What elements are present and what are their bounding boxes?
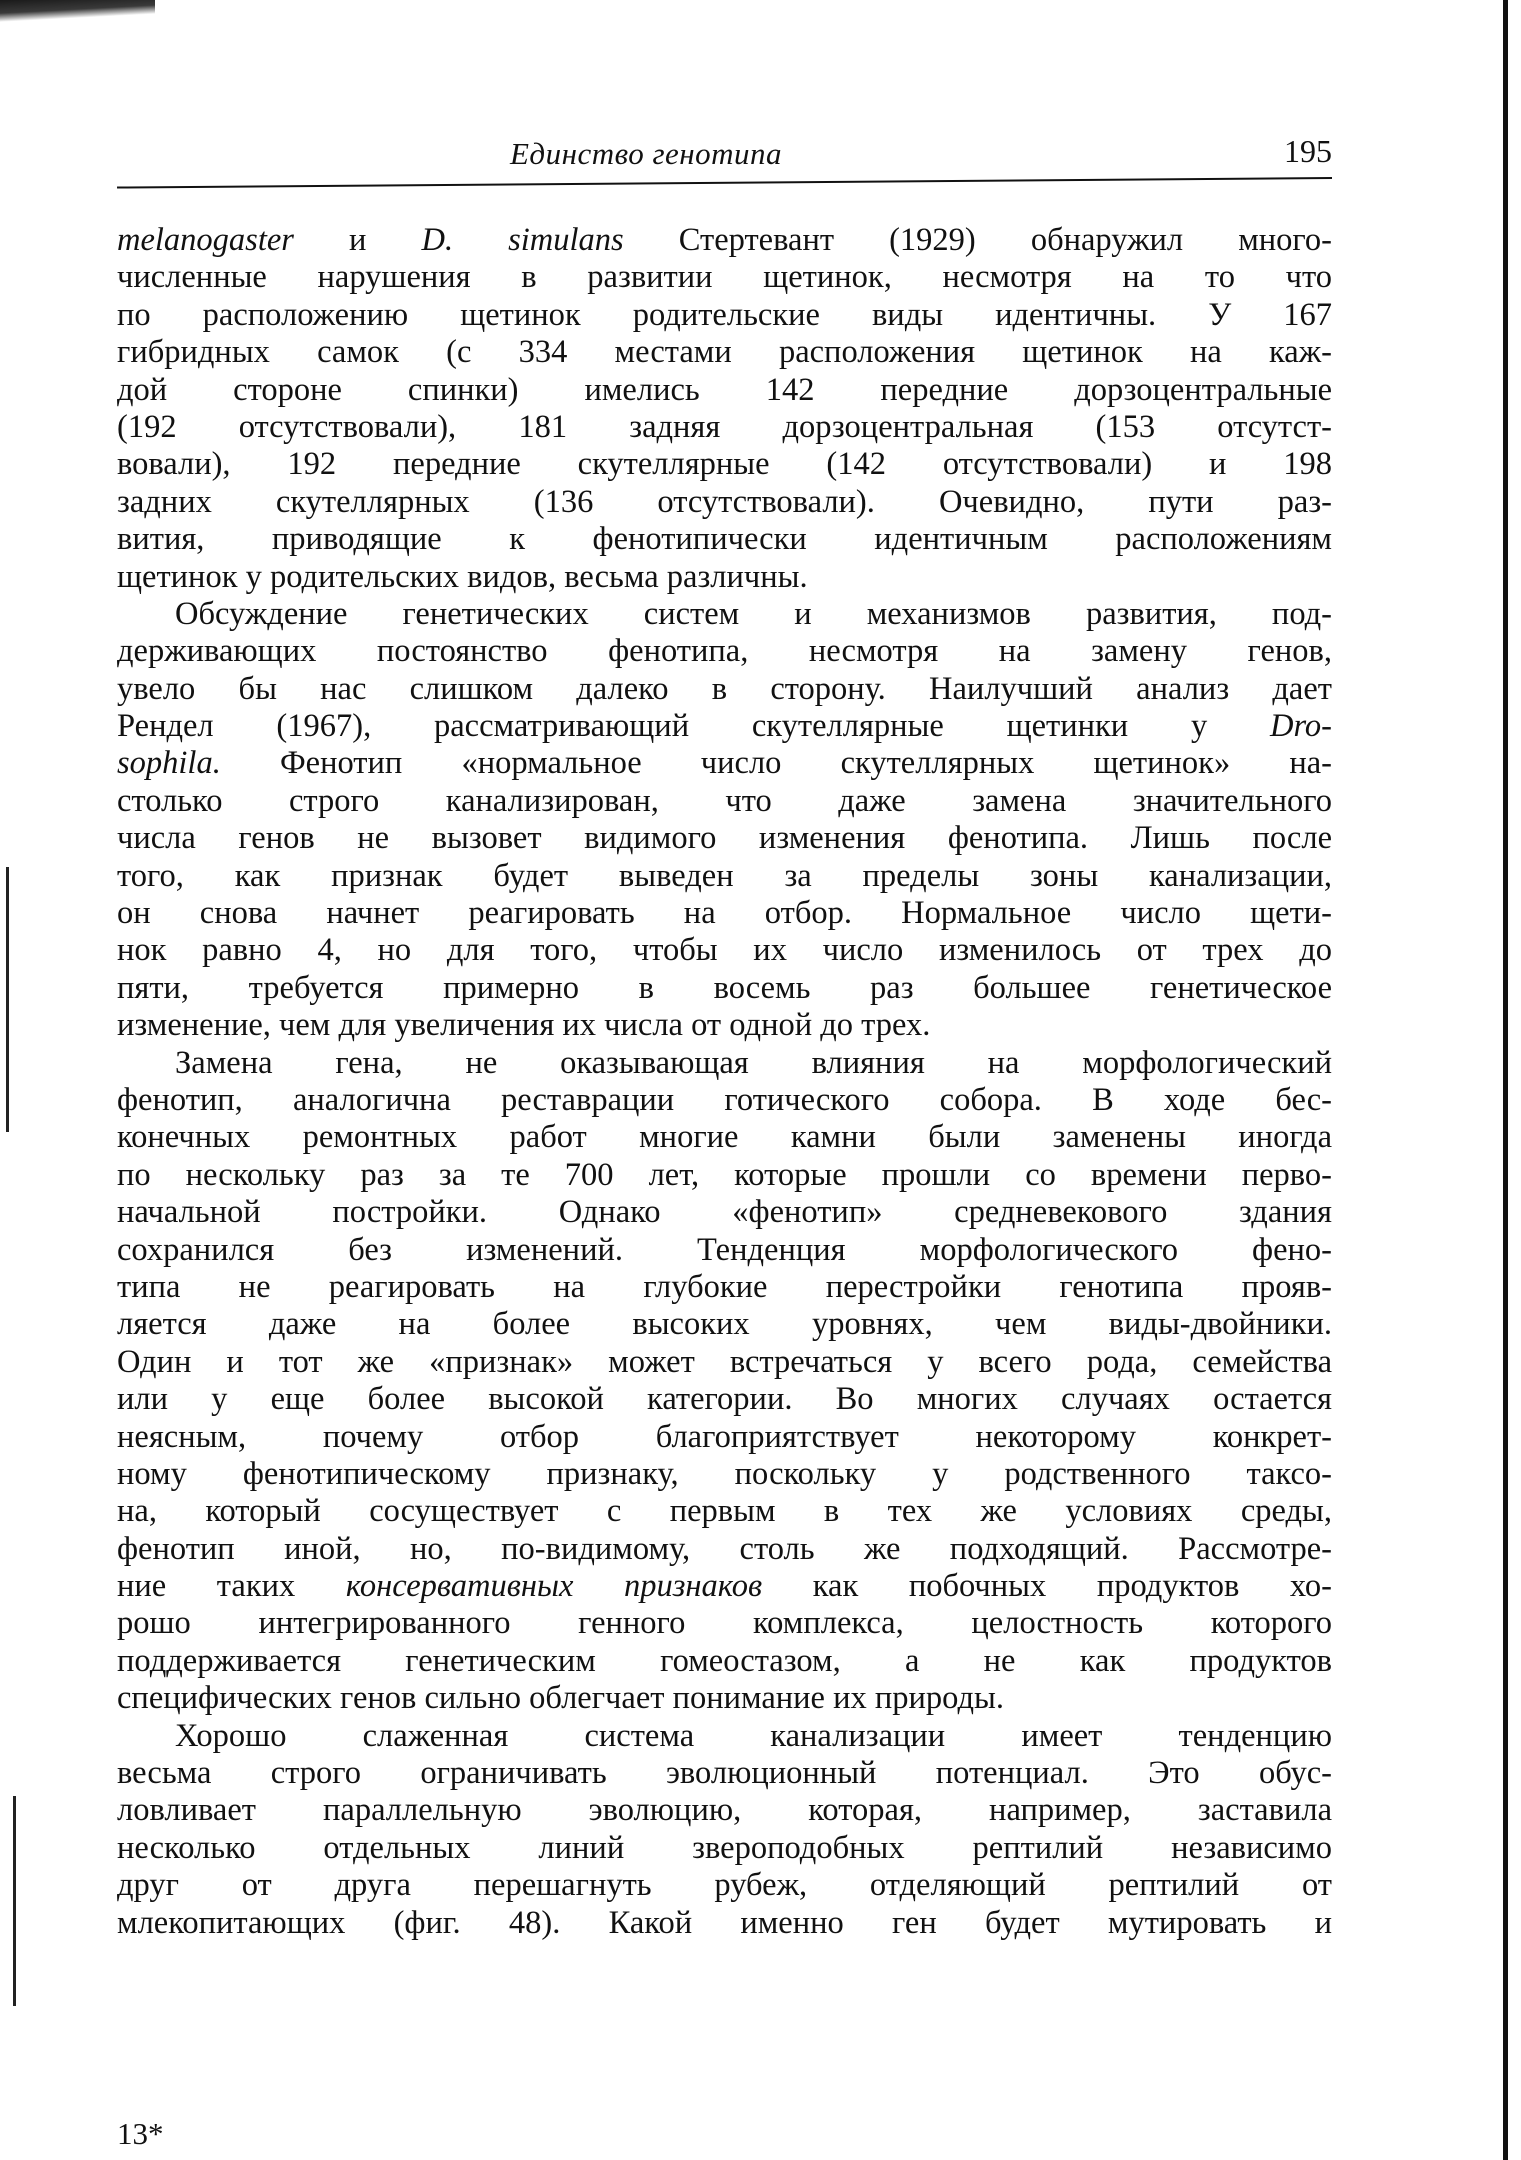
running-head bbox=[117, 133, 1332, 177]
text-run: пяти, требуется примерно в восемь раз большее генетическое bbox=[117, 969, 1332, 1006]
text-run: Замена гена, не оказывающая влияния на морфологический bbox=[175, 1044, 1332, 1081]
text-run: Фенотип «нормальное число скутеллярных щетинок» на- bbox=[220, 745, 1332, 782]
text-run: несколько отдельных линий звероподобных рептилий независимо bbox=[117, 1829, 1332, 1866]
text-line bbox=[117, 1157, 1332, 1194]
text-run: гибридных самок (с 334 местами расположения щетинок на каж- bbox=[117, 334, 1332, 371]
text-run: фенотип, аналогична реставрации готического собора. В ходе бес- bbox=[117, 1081, 1332, 1118]
text-run: того, как признак будет выведен за пределы зоны канализации, bbox=[117, 857, 1332, 894]
text-run: поддерживается генетическим гомеостазом, а не как продуктов bbox=[117, 1642, 1332, 1679]
text-line bbox=[117, 1007, 1332, 1044]
text-run: численные нарушения в развитии щетинок, несмотря на то что bbox=[117, 259, 1332, 296]
text-run: друг от друга перешагнуть рубеж, отделяющий рептилий от bbox=[117, 1867, 1332, 1904]
text-line bbox=[117, 820, 1332, 857]
text-run: задних скутеллярных (136 отсутствовали). Очевидно, пути раз- bbox=[117, 483, 1332, 520]
text-run: увело бы нас слишком далеко в сторону. Наилучший анализ дает bbox=[117, 670, 1332, 707]
text-run: неясным, почему отбор благоприятствует некоторому конкрет- bbox=[117, 1418, 1332, 1455]
paragraph bbox=[117, 222, 1332, 596]
text-run: весьма строго ограничивать эволюционный потенциал. Это обус- bbox=[117, 1755, 1332, 1792]
text-run: держивающих постоянство фенотипа, несмотря на замену генов, bbox=[117, 633, 1332, 670]
text-run: ляется даже на более высоких уровнях, чем виды-двойники. bbox=[117, 1306, 1332, 1343]
text-line bbox=[117, 745, 1332, 782]
italic-text: sophila. bbox=[117, 745, 221, 782]
scan-page-edge bbox=[1503, 0, 1508, 2160]
text-run: вовали), 192 передние скутеллярные (142 отсутствовали) и 198 bbox=[117, 446, 1332, 483]
text-line bbox=[117, 484, 1332, 521]
text-line bbox=[117, 1755, 1332, 1792]
margin-mark bbox=[13, 1796, 16, 2006]
text-run: ному фенотипическому признаку, поскольку у родственного таксо- bbox=[117, 1455, 1332, 1492]
text-line bbox=[117, 1344, 1332, 1381]
paragraph bbox=[117, 1045, 1332, 1718]
text-line bbox=[117, 1082, 1332, 1119]
text-run: ние таких bbox=[117, 1568, 346, 1605]
text-line bbox=[117, 1232, 1332, 1269]
text-line bbox=[117, 222, 1332, 259]
text-line bbox=[117, 521, 1332, 558]
text-line bbox=[117, 1680, 1332, 1717]
text-run: начальной постройки. Однако «фенотип» средневекового здания bbox=[117, 1194, 1332, 1231]
text-run: числа генов не вызовет видимого изменения фенотипа. Лишь после bbox=[117, 820, 1332, 857]
text-line bbox=[117, 1119, 1332, 1156]
text-run: ловливает параллельную эволюцию, которая, например, заставила bbox=[117, 1792, 1332, 1829]
running-head-title: Единство генотипа bbox=[510, 136, 783, 171]
text-line bbox=[117, 895, 1332, 932]
text-line bbox=[117, 1718, 1332, 1755]
text-run: Стертевант (1929) обнаружил много- bbox=[623, 222, 1333, 258]
paragraph bbox=[117, 1718, 1332, 1942]
text-run: по расположению щетинок родительские виды идентичны. У 167 bbox=[117, 296, 1332, 333]
text-run: рошо интегрированного генного комплекса, целостность которого bbox=[117, 1605, 1332, 1642]
text-line bbox=[117, 1867, 1332, 1904]
text-run: и bbox=[293, 222, 422, 258]
text-run: Обсуждение генетических систем и механизмов развития, под- bbox=[175, 595, 1332, 632]
text-run: Рендел (1967), рассматривающий скутеллярные щетинки у bbox=[117, 708, 1270, 745]
text-run: млекопитающих (фиг. 48). Какой именно ген будет мутировать и bbox=[117, 1904, 1332, 1941]
text-run: как побочных продуктов хо- bbox=[762, 1568, 1332, 1605]
text-line bbox=[117, 633, 1332, 670]
text-line bbox=[117, 970, 1332, 1007]
text-line bbox=[117, 1531, 1332, 1568]
text-line bbox=[117, 1493, 1332, 1530]
paragraph bbox=[117, 596, 1332, 1045]
text-run: Один и тот же «признак» может встречаться у всего рода, семейства bbox=[117, 1343, 1332, 1380]
text-run: фенотип иной, но, по-видимому, столь же подходящий. Рассмотре- bbox=[117, 1530, 1332, 1567]
text-line bbox=[117, 1792, 1332, 1829]
text-run: или у еще более высокой категории. Во многих случаях остается bbox=[117, 1381, 1332, 1418]
text-line bbox=[117, 708, 1332, 745]
text-run: Хорошо слаженная система канализации имеет тенденцию bbox=[175, 1717, 1332, 1754]
header-rule bbox=[117, 177, 1332, 189]
italic-text: консервативных признаков bbox=[345, 1568, 763, 1605]
text-line bbox=[117, 259, 1332, 296]
text-run: специфических генов сильно облегчает понимание их природы. bbox=[117, 1680, 1004, 1717]
text-line bbox=[117, 596, 1332, 633]
italic-text: melanogaster bbox=[117, 222, 294, 258]
page-number: 195 bbox=[1284, 133, 1332, 169]
text-line bbox=[117, 1306, 1332, 1343]
text-line bbox=[117, 1456, 1332, 1493]
text-line bbox=[117, 1419, 1332, 1456]
scan-smudge bbox=[0, 0, 155, 22]
text-line bbox=[117, 1830, 1332, 1867]
body-text bbox=[117, 222, 1332, 1942]
margin-mark bbox=[6, 867, 9, 1132]
text-line bbox=[117, 409, 1332, 446]
text-line bbox=[117, 1381, 1332, 1418]
text-line bbox=[117, 334, 1332, 371]
text-run: нок равно 4, но для того, чтобы их число изменилось от трех до bbox=[117, 932, 1332, 969]
text-line bbox=[117, 671, 1332, 708]
text-run: дой стороне спинки) имелись 142 передние дорзоцентральные bbox=[117, 371, 1332, 408]
text-line bbox=[117, 783, 1332, 820]
text-run: он снова начнет реагировать на отбор. Нормальное число щети- bbox=[117, 895, 1332, 932]
text-run: щетинок у родительских видов, весьма различны. bbox=[117, 558, 808, 595]
text-line bbox=[117, 1045, 1332, 1082]
text-run: сохранился без изменений. Тенденция морфологического фено- bbox=[117, 1231, 1332, 1268]
text-line bbox=[117, 559, 1332, 596]
text-run: конечных ремонтных работ многие камни были заменены иногда bbox=[117, 1119, 1332, 1156]
italic-text: D. simulans bbox=[421, 222, 624, 258]
text-line bbox=[117, 1905, 1332, 1942]
text-run: типа не реагировать на глубокие перестройки генотипа прояв- bbox=[117, 1268, 1332, 1305]
text-line bbox=[117, 372, 1332, 409]
text-line bbox=[117, 1194, 1332, 1231]
text-run: столько строго канализирован, что даже замена значительного bbox=[117, 782, 1332, 819]
text-line bbox=[117, 932, 1332, 969]
text-line bbox=[117, 446, 1332, 483]
signature-mark: 13* bbox=[117, 2116, 164, 2151]
text-line bbox=[117, 1643, 1332, 1680]
text-line bbox=[117, 1568, 1332, 1605]
italic-text: Dro- bbox=[1270, 708, 1332, 745]
text-run: на, который сосуществует с первым в тех же условиях среды, bbox=[117, 1493, 1332, 1530]
text-line bbox=[117, 858, 1332, 895]
text-run: изменение, чем для увеличения их числа от одной до трех. bbox=[117, 1007, 931, 1044]
text-line bbox=[117, 1605, 1332, 1642]
text-line bbox=[117, 1269, 1332, 1306]
text-run: по нескольку раз за те 700 лет, которые прошли со времени перво- bbox=[117, 1156, 1332, 1193]
text-run: вития, приводящие к фенотипически идентичным расположениям bbox=[117, 521, 1332, 558]
text-run: (192 отсутствовали), 181 задняя дорзоцентральная (153 отсутст- bbox=[117, 408, 1332, 445]
text-line bbox=[117, 297, 1332, 334]
